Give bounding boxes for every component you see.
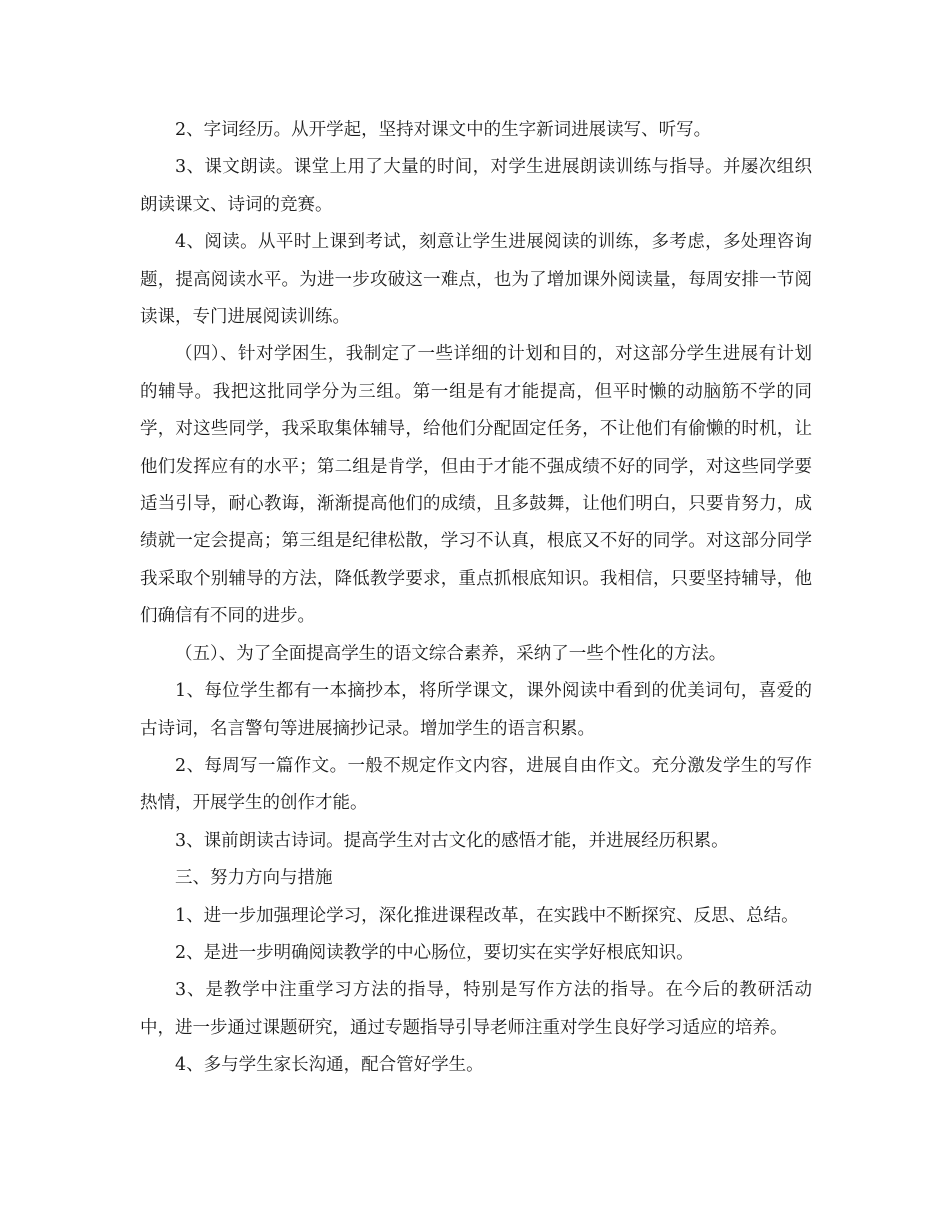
paragraph-struggling-students: （四）、针对学困生，我制定了一些详细的计划和目的，对这部分学生进展有计划的辅导。我把这批同学分为三组。第一组是有才能提高，但平时懒的动脑筋不学的同学，对这些同学，我采取集体辅导，给他们分配固定任务，不让他们有偷懒的时机，让他们发挥应有的水平；第二组是肯学，但由于才能不强成绩不好的同学，对这些同学要适当引导，耐心教诲，渐渐提高他们的成绩，且多鼓舞，让他们明白，只要肯努力，成绩就一定会提高；第三组是纪律松散，学习不认真，根底又不好的同学。对这部分同学我采取个别辅导的方法，降低教学要求，重点抓根底知识。我相信，只要坚持辅导，他们确信有不同的进步。 (140, 344, 812, 627)
section-heading-direction-measures: 三、努力方向与措施 (175, 868, 333, 889)
paragraph-theory-study: 1、进一步加强理论学习，深化推进课程改革，在实践中不断探究、反思、总结。 (175, 905, 799, 926)
paragraph-reading-training: 4、阅读。从平时上课到考试，刻意让学生进展阅读的训练，多考虑，多处理咨询题，提高阅读水平。为进一步攻破这一难点，也为了增加课外阅读量，每周安排一节阅读课，专门进展阅读训练。 (140, 232, 812, 328)
paragraph-poetry-reading: 3、课前朗读古诗词。提高学生对古文化的感悟才能，并进展经历积累。 (175, 830, 729, 851)
paragraph-reading-teaching: 2、是进一步明确阅读教学的中心肠位，要切实在实学好根底知识。 (175, 942, 694, 963)
paragraph-weekly-essay: 2、每周写一篇作文。一般不规定作文内容，进展自由作文。充分激发学生的写作热情，开展学生的创作才能。 (140, 755, 812, 814)
paragraph-method-guidance: 3、是教学中注重学习方法的指导，特别是写作方法的指导。在今后的教研活动中，进一步通过课题研究，通过专题指导引导老师注重对学生良好学习适应的培养。 (140, 980, 812, 1038)
paragraph-text-reading: 3、课文朗读。课堂上用了大量的时间，对学生进展朗读训练与指导。并屡次组织朗读课文、诗词的竞赛。 (140, 157, 812, 215)
paragraph-parent-communication: 4、多与学生家长沟通，配合管好学生。 (175, 1055, 484, 1076)
document-body (140, 112, 812, 1085)
paragraph-excerpt-notebook: 1、每位学生都有一本摘抄本，将所学课文，课外阅读中看到的优美词句，喜爱的古诗词，名言警句等进展摘抄记录。增加学生的语言积累。 (140, 681, 812, 739)
paragraph-word-practice: 2、字词经历。从开学起，坚持对课文中的生字新词进展读写、听写。 (175, 120, 712, 140)
paragraph-literacy-methods: （五）、为了全面提高学生的语文综合素养，采纳了一些个性化的方法。 (175, 643, 727, 664)
